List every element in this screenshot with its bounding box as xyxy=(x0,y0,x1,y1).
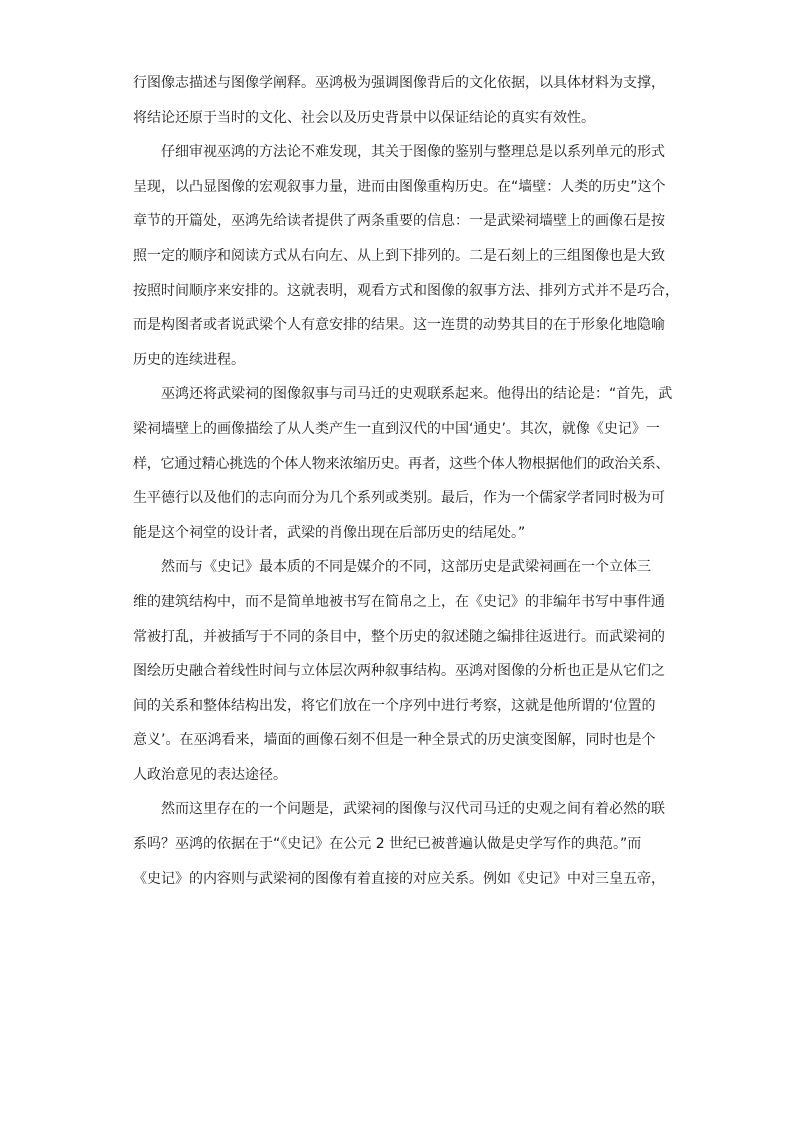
text-line: 将结论还原于当时的文化、社会以及历史背景中以保证结论的真实有效性。 xyxy=(133,109,595,126)
text-line: 历史的连续进程。 xyxy=(133,351,245,368)
text-line: 生平德行以及他们的志向而分为几个系列或类别。最后，作为一个儒家学者同时极为可 xyxy=(133,490,665,507)
paragraph-start-line: 然而与《史记》最本质的不同是媒介的不同，这部历史是武梁祠画在一个立体三 xyxy=(161,559,651,576)
text-line: 人政治意见的表达途径。 xyxy=(133,766,287,783)
text-line: 照一定的顺序和阅读方式从右向左、从上到下排列的。二是石刻上的三组图像也是大致 xyxy=(133,247,665,264)
text-line: 按照时间顺序来安排的。这就表明，观看方式和图像的叙事方法、排列方式并不是巧合， xyxy=(133,282,679,299)
text-line: 样，它通过精心挑选的个体人物来浓缩历史。再者，这些个体人物根据他们的政治关系、 xyxy=(133,455,670,472)
text-line: 呈现，以凸显图像的宏观叙事力量，进而由图像重构历史。在“墙壁：人类的历史”这个 xyxy=(133,178,666,195)
text-line: 间的关系和整体结构出发，将它们放在一个序列中进行考察，这就是他所谓的‘位置的 xyxy=(133,697,656,714)
text-line: 常被打乱，并被插写于不同的条目中，整个历史的叙述随之编排往返进行。而武梁祠的 xyxy=(133,628,665,645)
text-line: 图绘历史融合着线性时间与立体层次两种叙事结构。巫鸿对图像的分析也正是从它们之 xyxy=(133,663,665,680)
text-line: 而是构图者或者说武梁个人有意安排的结果。这一连贯的动势其目的在于形象化地隐喻 xyxy=(133,317,665,334)
text-line: 系吗？巫鸿的依据在于“《史记》在公元 2 世纪已被普遍认做是史学写作的典范。”而 xyxy=(133,836,642,853)
paragraph-start-line: 巫鸿还将武梁祠的图像叙事与司马迁的史观联系起来。他得出的结论是：“首先，武 xyxy=(161,386,673,403)
text-line: 维的建筑结构中，而不是简单地被书写在简帛之上，在《史记》的非编年书写中事件通 xyxy=(133,593,665,610)
text-line: 《史记》的内容则与武梁祠的图像有着直接的对应关系。例如《史记》中对三皇五帝， xyxy=(133,870,665,887)
body-text xyxy=(133,66,679,896)
text-line: 章节的开篇处，巫鸿先给读者提供了两条重要的信息：一是武梁祠墙壁上的画像石是按 xyxy=(133,213,665,230)
text-line: 行图像志描述与图像学阐释。巫鸿极为强调图像背后的文化依据，以具体材料为支撑， xyxy=(133,75,665,91)
text-line: 梁祠墙壁上的画像描绘了从人类产生一直到汉代的中国‘通史’。其次，就像《史记》一 xyxy=(133,420,660,437)
paragraph-start-line: 仔细审视巫鸿的方法论不难发现，其关于图像的鉴别与整理总是以系列单元的形式 xyxy=(161,144,665,161)
text-line: 意义’。在巫鸿看来，墙面的画像石刻不但是一种全景式的历史演变图解，同时也是个 xyxy=(133,732,656,749)
paragraph-start-line: 然而这里存在的一个问题是，武梁祠的图像与汉代司马迁的史观之间有着必然的联 xyxy=(161,801,665,818)
text-line: 能是这个祠堂的设计者，武梁的肖像出现在后部历史的结尾处。” xyxy=(133,524,526,541)
